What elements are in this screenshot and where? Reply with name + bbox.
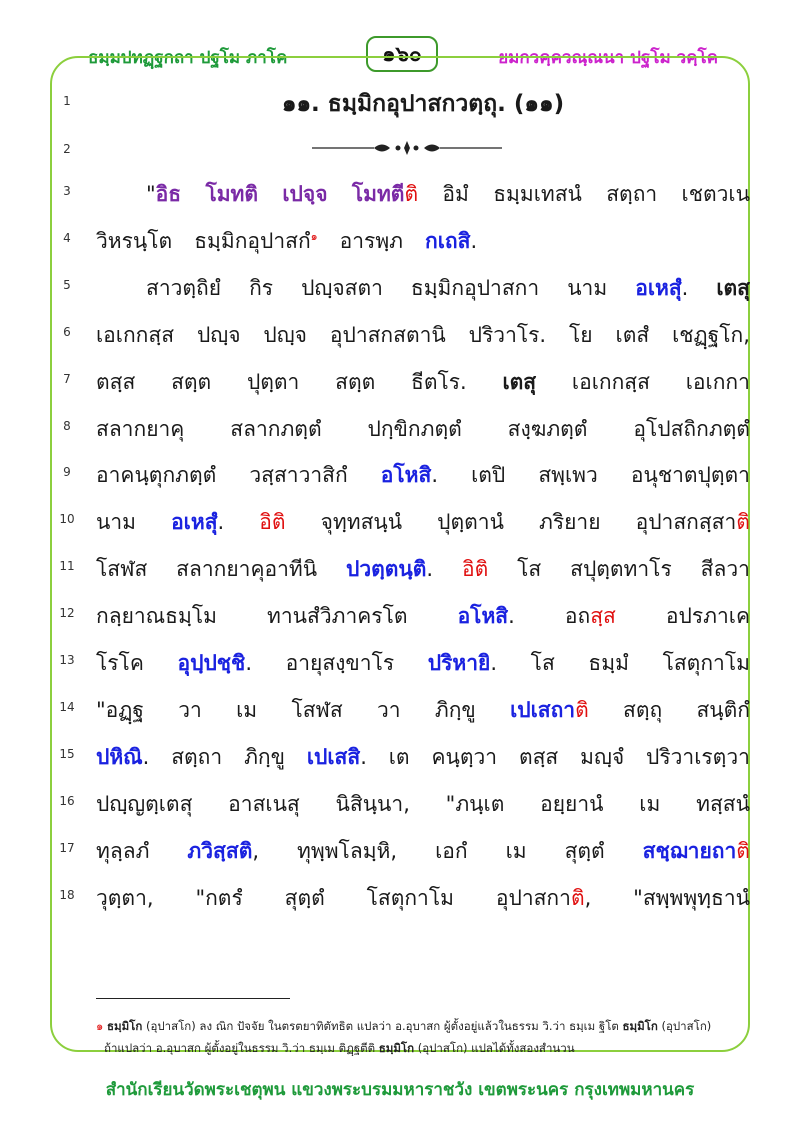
word: ธมฺมํ bbox=[588, 651, 629, 675]
running-header-right: ยมกวคฺควณฺณนา ปฐโม วคฺโค bbox=[498, 48, 718, 68]
line-number: 10 bbox=[59, 512, 75, 526]
text-line-12 bbox=[0, 594, 800, 638]
word: ปหิณิ. bbox=[96, 745, 150, 769]
word: อิติ bbox=[259, 510, 286, 534]
text-line-3 bbox=[0, 172, 800, 216]
text-line-8 bbox=[0, 407, 800, 451]
footnote-marker: ๑ bbox=[310, 230, 318, 243]
line-number: 18 bbox=[59, 888, 75, 902]
word: จุทฺทสนฺนํ bbox=[320, 510, 403, 534]
text-line-7 bbox=[0, 360, 800, 404]
word: อุปาสกสตานิ bbox=[329, 323, 446, 347]
line-number: 17 bbox=[59, 841, 75, 855]
word: อปรภาเค bbox=[665, 604, 750, 628]
word: ทานสํวิภาครโต bbox=[267, 604, 408, 628]
word: เต bbox=[388, 745, 410, 769]
word: เม bbox=[639, 792, 661, 816]
word: วา bbox=[178, 698, 202, 722]
word: โย bbox=[569, 323, 593, 347]
word: ธมฺมเทสนํ bbox=[493, 182, 582, 206]
word: อโหสิ. bbox=[380, 463, 439, 487]
text-line-1 bbox=[0, 82, 800, 126]
word: นิสินฺนา, bbox=[335, 792, 410, 816]
phrase-moti: โมทตีติ bbox=[351, 182, 419, 206]
word: ภิกฺขู bbox=[244, 745, 285, 769]
line-number: 2 bbox=[63, 142, 71, 156]
word: อโหสิ. bbox=[457, 604, 515, 628]
line-number: 14 bbox=[59, 700, 75, 714]
word: ทุพฺพโลมฺหิ, bbox=[297, 839, 398, 863]
word: อุโปสถิกภตฺตํ bbox=[633, 417, 750, 441]
text-line-9 bbox=[0, 453, 800, 497]
line-number: 9 bbox=[63, 465, 71, 479]
word: "อฏฺฐ bbox=[96, 698, 144, 722]
footnote-line-1: ๑ ธมฺมิโก (อุปาสโก) ลง ณิก ปัจจัย ในตรตยาทิตัทธิต แปลว่า อ.อุบาสก ผู้ตั้งอยู่แล้วในธรรม วิ.ว่า ธมฺเม ฐิโต ธมฺมิโก (อุปาสโก) bbox=[96, 1019, 712, 1033]
footnote-line-2: ถ้าแปลว่า อ.อุบาสก ผู้ตั้งอยู่ในธรรม วิ.ว่า ธมฺเม ติฏฺฐตีติ ธมฺมิโก (อุปาสโก) แปลได้ทั้งสองสำนวน bbox=[104, 1041, 575, 1055]
word: "สพฺพพุทฺธานํ bbox=[633, 886, 750, 910]
word: อุปาสกสฺสาติ bbox=[635, 510, 750, 534]
word: วา bbox=[377, 698, 401, 722]
text-line-14 bbox=[0, 688, 800, 732]
line-number: 12 bbox=[59, 606, 75, 620]
word: วสฺสาวาสิกํ bbox=[249, 463, 348, 487]
word: สปุตฺตทาโร bbox=[570, 557, 672, 581]
word: อยฺยานํ bbox=[540, 792, 604, 816]
word: อุปฺปชฺชิ. bbox=[177, 651, 252, 675]
word: สลากภตฺตํ bbox=[230, 417, 322, 441]
word: อายุสงฺขาโร bbox=[285, 651, 395, 675]
text-line-6 bbox=[0, 313, 800, 357]
word: ภริยาย bbox=[539, 510, 601, 534]
word: ปกฺขิกภตฺตํ bbox=[367, 417, 462, 441]
word: ปญฺญตฺเตสุ bbox=[96, 792, 193, 816]
text-line-17 bbox=[0, 829, 800, 873]
page-number: ๑๖๐ bbox=[366, 36, 438, 72]
word: อาสเนสุ bbox=[228, 792, 300, 816]
word: เชตวเน bbox=[681, 182, 750, 206]
word: สตฺถา bbox=[171, 745, 223, 769]
word: โส bbox=[530, 651, 555, 675]
word: เตสุ bbox=[502, 370, 537, 394]
word: สตฺถา bbox=[606, 182, 658, 206]
word: อถสฺส bbox=[564, 604, 616, 628]
word: เตสํ bbox=[615, 323, 650, 347]
word: ปริหายิ. bbox=[427, 651, 498, 675]
word: ปุตฺตา bbox=[246, 370, 300, 394]
word: สุตฺตํ bbox=[284, 886, 325, 910]
word: ปญฺจสตา bbox=[301, 276, 383, 300]
line-number: 16 bbox=[59, 794, 75, 808]
word: ธมฺมิกอุปาสกา bbox=[410, 276, 540, 300]
word: เชฏฺฐโก, bbox=[672, 323, 750, 347]
word: ปริวาโร. bbox=[468, 323, 547, 347]
word: ตสฺส bbox=[518, 745, 559, 769]
word: ภวิสฺสติ, bbox=[187, 839, 260, 863]
word: สาวตฺถิยํ bbox=[146, 276, 222, 300]
word-with-footnote: ธมฺมิกอุปาสกํ$^๑$ bbox=[194, 229, 318, 253]
word: เม bbox=[236, 698, 258, 722]
word: อาคนฺตุกภตฺตํ bbox=[96, 463, 217, 487]
word: วุตฺตา, bbox=[96, 886, 154, 910]
word: สตฺต bbox=[335, 370, 376, 394]
line-number: 7 bbox=[63, 372, 71, 386]
word: โมทติ bbox=[205, 182, 259, 206]
word: อิติ bbox=[461, 557, 489, 581]
word: เปเสถาติ bbox=[510, 698, 589, 722]
word: สุตฺตํ bbox=[564, 839, 605, 863]
word: นาม bbox=[567, 276, 608, 300]
word: นาม bbox=[96, 510, 136, 534]
word: มญฺจํ bbox=[580, 745, 625, 769]
word: ปญฺจ bbox=[196, 323, 241, 347]
text-line-4 bbox=[0, 219, 800, 263]
word: ปญฺจ bbox=[263, 323, 307, 347]
word: สลากยาคุ bbox=[96, 417, 185, 441]
text-line-16 bbox=[0, 782, 800, 826]
word: อเหสุํ. bbox=[635, 276, 689, 300]
word: สตฺต bbox=[171, 370, 212, 394]
word: โสฬส bbox=[291, 698, 343, 722]
word: อิมํ bbox=[442, 182, 469, 206]
word: "ภนฺเต bbox=[445, 792, 505, 816]
word: เปจฺจ bbox=[282, 182, 328, 206]
word: ปุตฺตานํ bbox=[437, 510, 504, 534]
word: อุปาสกาติ, bbox=[495, 886, 592, 910]
word: เอเกกสฺส bbox=[571, 370, 650, 394]
word: สตฺถุ bbox=[623, 698, 663, 722]
word: เตสุ bbox=[716, 276, 750, 300]
word: กเถสิ. bbox=[425, 229, 478, 253]
word: อนุชาตปุตฺตา bbox=[630, 463, 750, 487]
page-footer: สำนักเรียนวัดพระเชตุพน แขวงพระบรมมหาราชวัง เขตพระนคร กรุงเทพมหานคร bbox=[105, 1080, 695, 1100]
word: คนฺตฺวา bbox=[431, 745, 498, 769]
line-number: 11 bbox=[59, 559, 75, 573]
line-number: 6 bbox=[63, 325, 71, 339]
word: สลากยาคุอาทีนิ bbox=[176, 557, 318, 581]
word: "กตรํ bbox=[195, 886, 243, 910]
word: เม bbox=[505, 839, 527, 863]
word: ทุลฺลภํ bbox=[96, 839, 150, 863]
word: ภิกฺขู bbox=[434, 698, 476, 722]
word: สนฺติกํ bbox=[696, 698, 750, 722]
footnote-rule bbox=[96, 998, 290, 999]
word: เอกํ bbox=[435, 839, 468, 863]
line-number: 15 bbox=[59, 747, 75, 761]
word: กลฺยาณธมฺโม bbox=[96, 604, 217, 628]
word: เตปิ bbox=[471, 463, 506, 487]
word: เอเกกา bbox=[685, 370, 750, 394]
text-line-18 bbox=[0, 876, 800, 920]
line-number: 3 bbox=[63, 184, 71, 198]
word: ธีตโร. bbox=[411, 370, 467, 394]
word: โรโค bbox=[96, 651, 144, 675]
line-number: 8 bbox=[63, 419, 71, 433]
word: โสตุกาโม bbox=[366, 886, 454, 910]
line-number: 5 bbox=[63, 278, 71, 292]
word: กิร bbox=[249, 276, 274, 300]
line-number: 4 bbox=[63, 231, 71, 245]
text-line-13 bbox=[0, 641, 800, 685]
word: โส bbox=[517, 557, 542, 581]
word: สชฺฌายถาติ bbox=[642, 839, 750, 863]
line-number: 1 bbox=[63, 94, 71, 108]
word: สีลวา bbox=[700, 557, 750, 581]
word: โสฬส bbox=[96, 557, 148, 581]
text-line-11 bbox=[0, 547, 800, 591]
ornament-divider bbox=[312, 138, 502, 158]
word: เปเสสิ. bbox=[306, 745, 367, 769]
word: ปวตฺตนฺติ. bbox=[346, 557, 434, 581]
word: เอเกกสฺส bbox=[96, 323, 175, 347]
word: อารพฺภ bbox=[339, 229, 404, 253]
text-line-5 bbox=[0, 266, 800, 310]
text-line-15 bbox=[0, 735, 800, 779]
word: ทสฺสนํ bbox=[696, 792, 750, 816]
section-title: ๑๑. ธมฺมิกอุปาสกวตฺถุ. (๑๑) bbox=[281, 91, 565, 117]
word: สพฺเพว bbox=[538, 463, 598, 487]
word: ตสฺส bbox=[96, 370, 136, 394]
word: วิหรนฺโต bbox=[96, 229, 173, 253]
word: ปริวาเรตฺวา bbox=[646, 745, 750, 769]
text-line-10 bbox=[0, 500, 800, 544]
word: อเหสุํ. bbox=[171, 510, 225, 534]
phrase-quote: "อิธ bbox=[146, 182, 182, 206]
running-header-left: ธมฺมปทฏฺฐกถา ปฐโม ภาโค bbox=[88, 48, 288, 68]
word: โสตุกาโม bbox=[662, 651, 750, 675]
word: สงฺฆภตฺตํ bbox=[507, 417, 588, 441]
line-number: 13 bbox=[59, 653, 75, 667]
